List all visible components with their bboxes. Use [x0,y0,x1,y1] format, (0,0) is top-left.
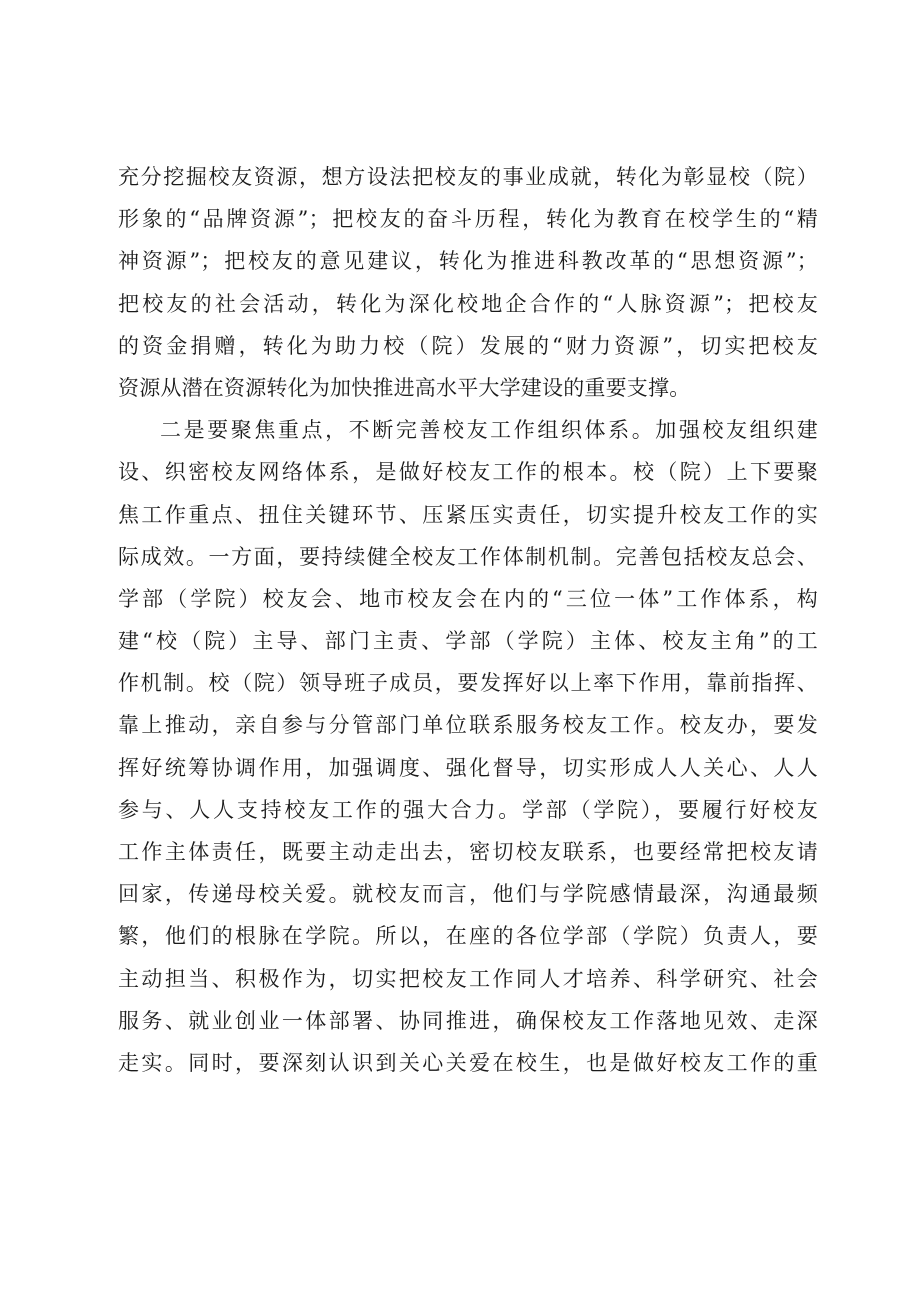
text-line: 学部（学院）校友会、地市校友会在内的“三位一体”工作体系，构 [118,586,818,611]
text-line: 工作主体责任，既要主动走出去，密切校友联系，也要经常把校友请 [118,840,818,864]
text-line: 服务、就业创业一体部署、协同推进，确保校友工作落地见效、走深 [118,1008,818,1033]
text-line: 把校友的社会活动，转化为深化校地企合作的“人脉资源”；把校友 [118,291,818,316]
text-line: 充分挖掘校友资源，想方设法把校友的事业成就，转化为彰显校（院） [118,165,818,189]
paragraph-2 [118,409,818,1084]
text-line: 主动担当、积极作为，切实把校友工作同人才培养、科学研究、社会 [118,966,818,991]
body-text [118,156,818,1084]
text-line: 形象的“品牌资源”；把校友的奋斗历程，转化为教育在校学生的“精 [118,207,818,232]
text-line: 回家，传递母校关爱。就校友而言，他们与学院感情最深，沟通最频 [118,882,818,907]
text-line: 繁，他们的根脉在学院。所以，在座的各位学部（学院）负责人，要 [118,924,818,949]
text-line: 二是要聚焦重点，不断完善校友工作组织体系。加强校友组织建 [160,418,818,443]
text-line: 参与、人人支持校友工作的强大合力。学部（学院），要履行好校友 [118,797,818,822]
text-line: 设、织密校友网络体系，是做好校友工作的根本。校（院）上下要聚 [118,460,818,485]
text-line: 作机制。校（院）领导班子成员，要发挥好以上率下作用，靠前指挥、 [118,671,818,696]
text-line: 建“校（院）主导、部门主责、学部（学院）主体、校友主角”的工 [118,629,818,654]
text-line: 的资金捐赠，转化为助力校（院）发展的“财力资源”，切实把校友 [118,333,818,358]
text-line: 际成效。一方面，要持续健全校友工作体制机制。完善包括校友总会、 [118,544,818,569]
text-line: 资源从潜在资源转化为加快推进高水平大学建设的重要支撑。 [118,375,691,400]
text-line: 焦工作重点、扭住关键环节、压紧压实责任，切实提升校友工作的实 [118,502,818,527]
text-line: 挥好统筹协调作用，加强调度、强化督导，切实形成人人关心、人人 [118,755,818,780]
paragraph-1 [118,156,818,409]
text-line: 靠上推动，亲自参与分管部门单位联系服务校友工作。校友办，要发 [118,713,818,738]
text-line: 走实。同时，要深刻认识到关心关爱在校生，也是做好校友工作的重 [118,1050,818,1075]
text-line: 神资源”；把校友的意见建议，转化为推进科教改革的“思想资源”； [118,249,818,274]
